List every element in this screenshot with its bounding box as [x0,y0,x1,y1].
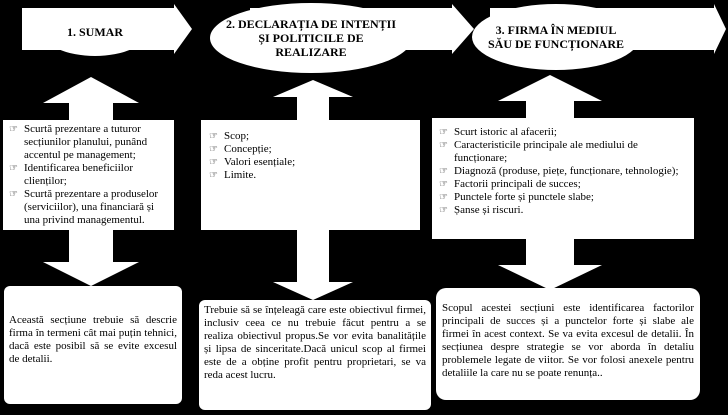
bullet-icon: ☞ [439,127,448,138]
section-1-bullet-list [7,123,170,227]
bullet-icon: ☞ [439,179,448,190]
list-item: ☞ Valori esențiale; [209,156,296,168]
list-item: ☞ Scurtă prezentare a tuturor secțiunilor planului, punând accentul pe management; [9,123,148,161]
bullet-icon: ☞ [209,144,218,155]
section-1-bullets-box [3,120,174,230]
section-1-title: 1. SUMAR [43,8,147,56]
bullet-icon: ☞ [9,163,18,174]
section-1-description: Această secțiune trebuie să descrie firma în termeni cât mai puțin tehnici, dacă este posibil să se evite excesul de detalii. [4,286,182,404]
section-2-bullet-list [207,130,414,182]
bullet-icon: ☞ [9,124,18,135]
section-3-bullets-box [432,118,694,239]
list-item: ☞ Scurt istoric al afacerii; [439,126,557,138]
bullet-icon: ☞ [209,131,218,142]
list-item: ☞ Caracteristicile principale ale mediului de funcționare; [439,139,638,164]
bullet-icon: ☞ [439,140,448,151]
section-3-description: Scopul acestei secțiuni este identificarea factorilor principali de succes și a punctelor forte și slabe ale firmei în acest context. Se va evita excesul de detalii. În secțiunea despre strategie se vor aborda în detaliu problemele legate de viitor. Se vor folosi anexele pentru detaliile la care nu se poate renunța.. [436,288,700,400]
list-item: ☞ Identificarea beneficiilor clienților; [9,162,134,187]
list-item: ☞ Factorii principali de succes; [439,178,581,190]
bullet-icon: ☞ [9,189,18,200]
bullet-icon: ☞ [209,157,218,168]
section-2-bullets-box [201,120,420,230]
bullet-icon: ☞ [439,166,448,177]
section-3-title: 3. FIRMA ÎN MEDIUL SĂU DE FUNCȚIONARE [472,4,640,70]
section-3-bullet-list [437,126,689,217]
section-2-description: Trebuie să se înțeleagă care este obiectivul firmei, inclusiv ceea ce nu trebuie făcut pentru a se realiza obiectivul propus.Se vor evita banalitățile și lipsa de sinceritate.Dacă unicul scop al firmei este de a obține profit pentru proprietari, se va reda acest lucru. [199,300,431,410]
bullet-icon: ☞ [209,170,218,181]
bullet-icon: ☞ [439,205,448,216]
list-item: ☞ Scurtă prezentare a produselor (serviciilor), una financiară și una privind managementul. [9,188,159,226]
list-item: ☞ Scop; [209,130,250,142]
bullet-icon: ☞ [439,192,448,203]
section-2-title: 2. DECLARAȚIA DE INTENȚII ȘI POLITICILE DE REALIZARE [210,3,412,73]
list-item: ☞ Limite. [209,169,257,181]
list-item: ☞ Punctele forte și punctele slabe; [439,191,594,203]
list-item: ☞ Șanse și riscuri. [439,204,524,216]
list-item: ☞ Diagnoză (produse, piețe, funcționare, tehnologie); [439,165,679,177]
list-item: ☞ Concepție; [209,143,272,155]
